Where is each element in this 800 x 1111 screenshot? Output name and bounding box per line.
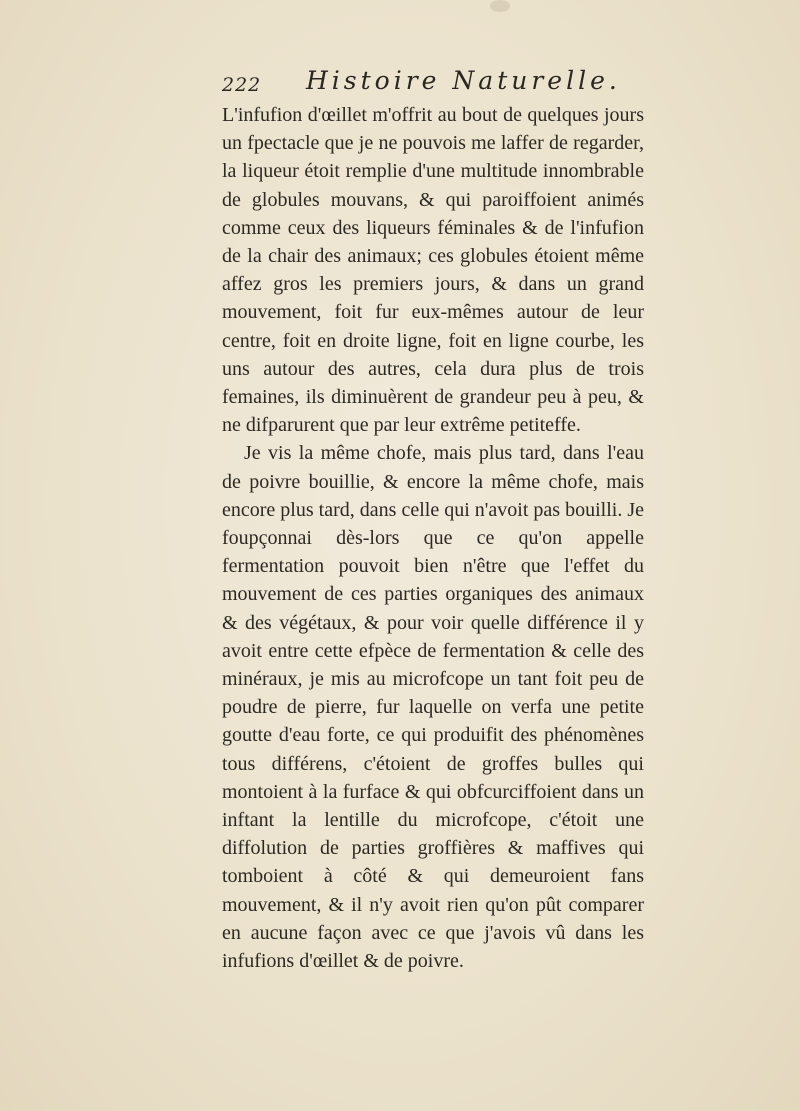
body-text <box>222 101 644 975</box>
running-title: Histoire Naturelle. <box>306 66 621 95</box>
paragraph-1: L'infufion d'œillet m'offrit au bout de quelques jours un fpectacle que je ne pouvois me laffer de regarder, la liqueur étoit remplie d'une multitude innombrable de globules mouvans, & qui paroiffoient animés comme ceux des liqueurs féminales & de l'infufion de la chair des animaux; ces globules étoient même affez gros les premiers jours, & dans un grand mouvement, foit fur eux-mêmes autour de leur centre, foit en droite ligne, foit en ligne courbe, les uns autour des autres, cela dura plus de trois femaines, ils diminuèrent de grandeur peu à peu, & ne difparurent que par leur extrême petiteffe. <box>222 104 644 437</box>
paper-stain <box>490 0 510 12</box>
page-number: 222 <box>222 74 262 96</box>
page-header <box>220 64 640 100</box>
paragraph-2: Je vis la même chofe, mais plus tard, dans l'eau de poivre bouillie, & encore la même chofe, mais encore plus tard, dans celle qui n'avoit pas bouilli. Je foupçonnai dès-lors que ce qu'on appelle fermentation pouvoit bien n'être que l'effet du mouvement de ces parties organiques des animaux & des végétaux, & pour voir quelle différence il y avoit entre cette efpèce de fermentation & celle des minéraux, je mis au microfcope un tant foit peu de poudre de pierre, fur laquelle on verfa une petite goutte d'eau forte, ce qui produifit des phénomènes tous différens, c'étoient de groffes bulles qui montoient à la furface & qui obfcurciffoient dans un inftant la lentille du microfcope, c'étoit une diffolution de parties groffières & maffives qui tomboient à côté & qui demeuroient fans mouvement, & il n'y avoit rien qu'on pût comparer en aucune façon avec ce que j'avois vû dans les infufions d'œillet & de poivre. <box>222 442 644 973</box>
